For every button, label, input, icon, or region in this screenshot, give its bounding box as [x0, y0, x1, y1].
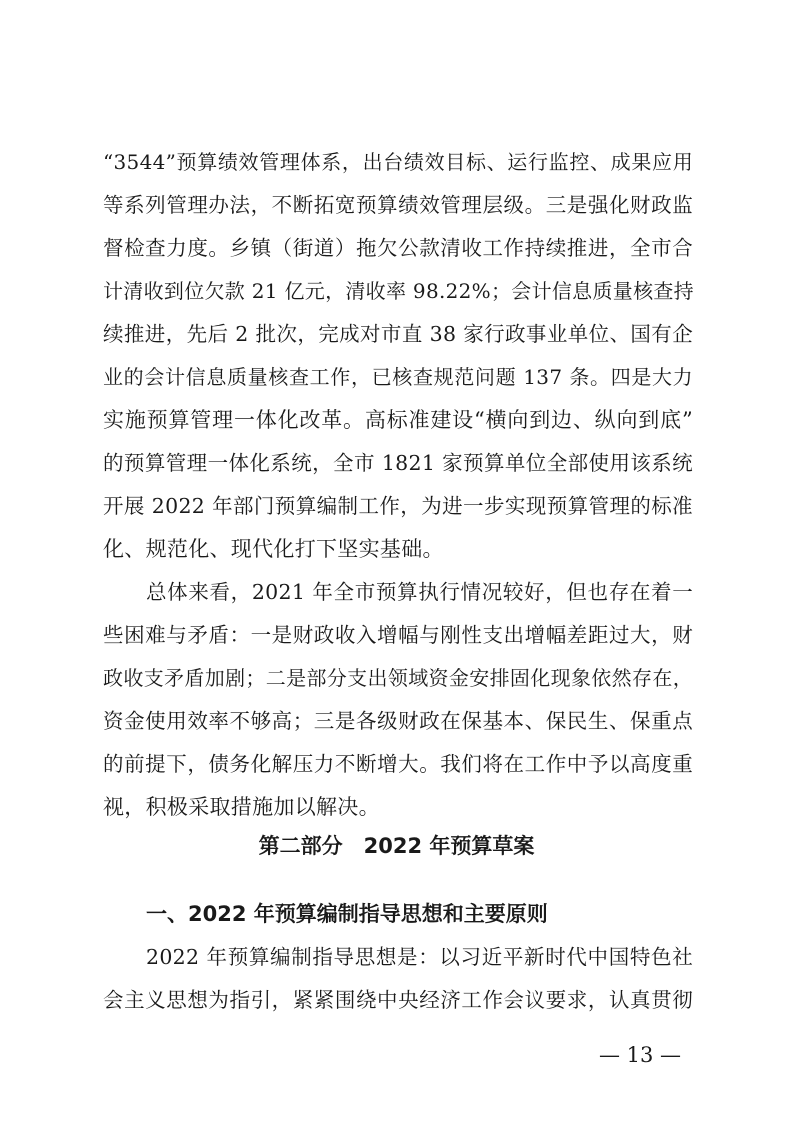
body-text-line: 计清收到位欠款 21 亿元，清收率 98.22%；会计信息质量核查持: [103, 279, 694, 303]
body-text-line: 督检查力度。乡镇（街道）拖欠公款清收工作持续推进，全市合: [103, 236, 693, 260]
body-text-line: 资金使用效率不够高；三是各级财政在保基本、保民生、保重点: [103, 709, 693, 733]
body-text-line: 2022 年预算编制指导思想是：以习近平新时代中国特色社: [146, 945, 693, 969]
body-text-line: 会主义思想为指引，紧紧围绕中央经济工作会议要求，认真贯彻: [103, 988, 693, 1012]
section-heading: 第二部分 2022 年预算草案: [258, 834, 535, 858]
body-text-line: 续推进，先后 2 批次，完成对市直 38 家行政事业单位、国有企: [103, 322, 693, 346]
body-text-line: 业的会计信息质量核查工作，已核查规范问题 137 条。四是大力: [103, 365, 693, 389]
page-number: — 13 —: [598, 1043, 682, 1067]
body-text-line: 些困难与矛盾：一是财政收入增幅与刚性支出增幅差距过大，财: [103, 623, 693, 647]
body-text-line: 等系列管理办法，不断拓宽预算绩效管理层级。三是强化财政监: [103, 193, 693, 217]
body-text-line: 化、规范化、现代化打下坚实基础。: [103, 537, 444, 561]
body-text-line: 开展 2022 年部门预算编制工作，为进一步实现预算管理的标准: [103, 494, 693, 518]
body-text-line: 的前提下，债务化解压力不断增大。我们将在工作中予以高度重: [103, 752, 693, 776]
body-text-line: 视，积极采取措施加以解决。: [103, 795, 380, 819]
body-text-line: 的预算管理一体化系统，全市 1821 家预算单位全部使用该系统: [103, 451, 693, 475]
body-text-line: “3544”预算绩效管理体系，出台绩效目标、运行监控、成果应用: [103, 150, 693, 174]
subsection-heading: 一、2022 年预算编制指导思想和主要原则: [146, 902, 548, 926]
body-text-line: 实施预算管理一体化改革。高标准建设“横向到边、纵向到底”: [103, 408, 693, 432]
body-text-line: 政收支矛盾加剧；二是部分支出领域资金安排固化现象依然存在，: [103, 666, 693, 690]
body-text-line: 总体来看，2021 年全市预算执行情况较好，但也存在着一: [146, 580, 693, 604]
